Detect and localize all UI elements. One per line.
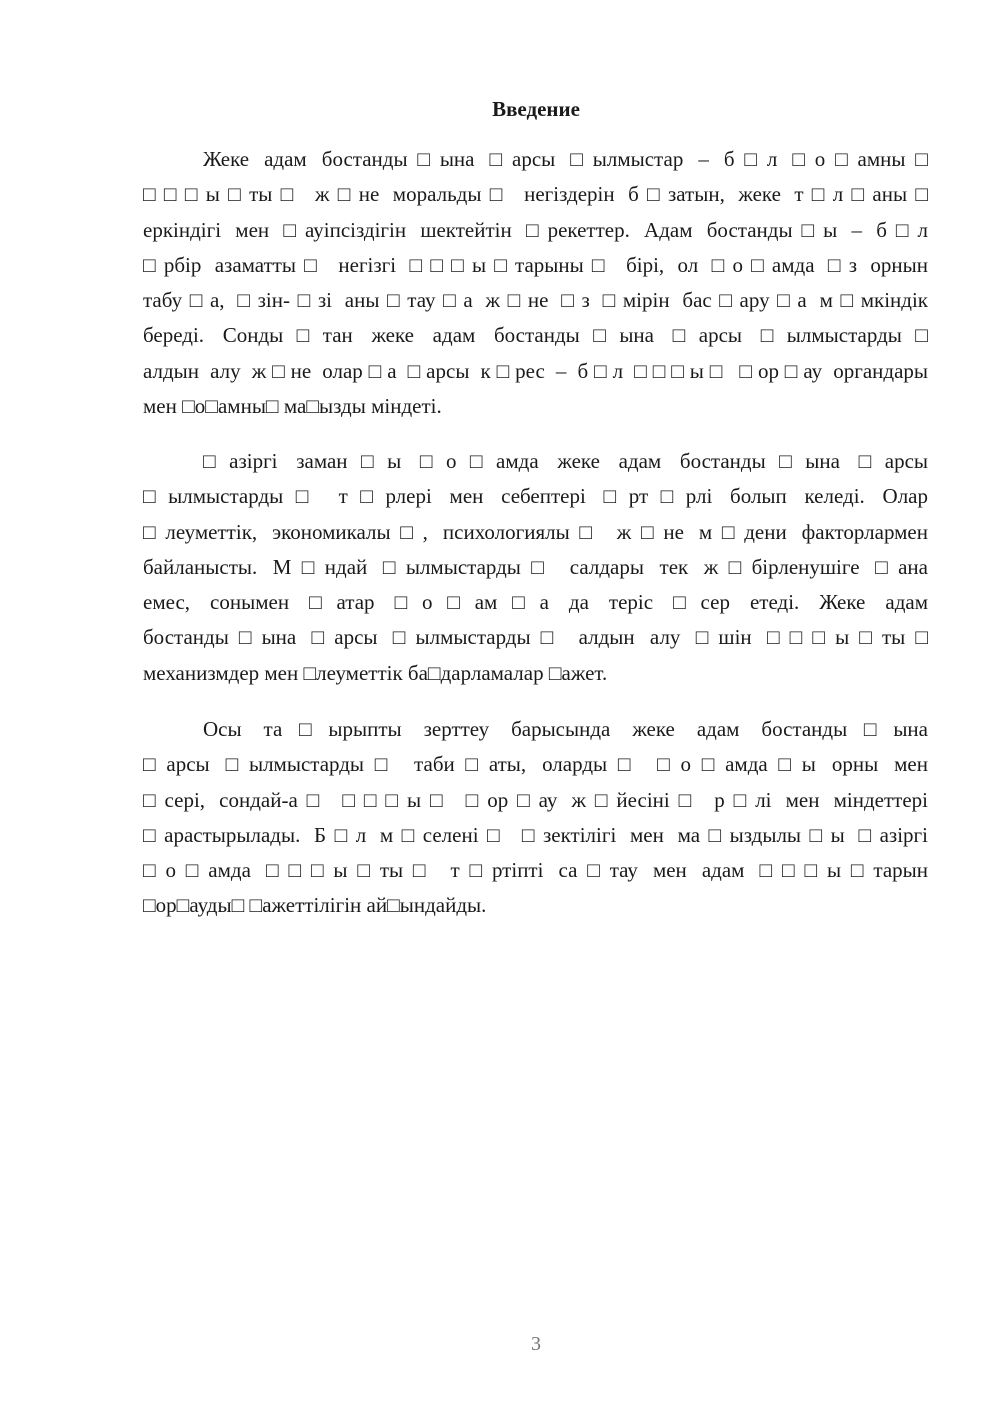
paragraph-1 — [143, 142, 928, 424]
text-line: емес, сонымен □атар □о□ам□а да теріс □сер етеді. Жеке адам — [143, 590, 928, 615]
text-line: байланысты. М□ндай □ылмыстарды□ салдары тек ж□бірленушіге □ана — [143, 554, 928, 579]
text-line: мен □о□амны□ ма□ызды міндеті. — [143, 394, 442, 419]
paragraph-3 — [143, 712, 928, 924]
text-line: □арастырылады. Б□л м□селені□ □зектілігі мен ма□ыздылы□ы □азіргі — [143, 822, 928, 847]
page-title: Введение — [492, 97, 580, 121]
text-line: Жеке адам бостанды□ына □арсы □ылмыстар – б□л □о□амны□ — [203, 147, 928, 171]
text-line: □азіргі заман□ы □о□амда жеке адам бостанды□ына □арсы — [203, 449, 928, 473]
page-number: 3 — [531, 1333, 541, 1355]
text-line: □ор□ауды□ □ажеттілігін ай□ындайды. — [143, 893, 487, 918]
text-line: □□□ы□ты□ ж□не моральды□ негіздерін б□затын, жеке т□л□аны□ — [143, 182, 928, 207]
text-line: □сері, сондай-а□ □□□ы□ □ор□ау ж□йесіні□ р□лі мен міндеттері — [143, 787, 928, 812]
text-line: береді. Сонды□тан жеке адам бостанды□ына □арсы □ылмыстарды□ — [143, 323, 928, 348]
text-line: □о□амда □□□ы□ты□ т□ртіпті са□тау мен адам □□□ы□тарын — [143, 858, 928, 883]
text-line: еркіндігі мен □ауіпсіздігін шектейтін □рекеттер. Адам бостанды□ы – б□л — [143, 217, 928, 242]
text-line: □ылмыстарды□ т□рлері мен себептері □рт□рлі болып келеді. Олар — [143, 484, 928, 509]
text-line: □леуметтік, экономикалы□, психологиялы□ ж□не м□дени факторлармен — [143, 519, 928, 544]
text-line: табу□а, □зін-□зі аны□тау□а ж□не □з □мірін бас□ару□а м□мкіндік — [143, 288, 928, 313]
paragraph-2 — [143, 444, 928, 691]
text-line: механизмдер мен □леуметтік ба□дарламалар □ажет. — [143, 660, 608, 685]
text-line: □арсы □ылмыстарды□ таби□аты, оларды□ □о□амда□ы орны мен — [143, 752, 928, 777]
text-line: □рбір азаматты□ негізгі □□□ы□тарыны□ бірі, ол □о□амда □з орнын — [143, 252, 928, 277]
text-line: алдын алу ж□не олар□а □арсы к□рес – б□л □□□ы□ □ор□ау органдары — [143, 358, 928, 383]
text-line: Осы та□ырыпты зерттеу барысында жеке адам бостанды□ына — [203, 717, 928, 741]
text-line: бостанды□ына □арсы □ылмыстарды□ алдын алу □шін □□□ы□ты□ — [143, 625, 928, 650]
